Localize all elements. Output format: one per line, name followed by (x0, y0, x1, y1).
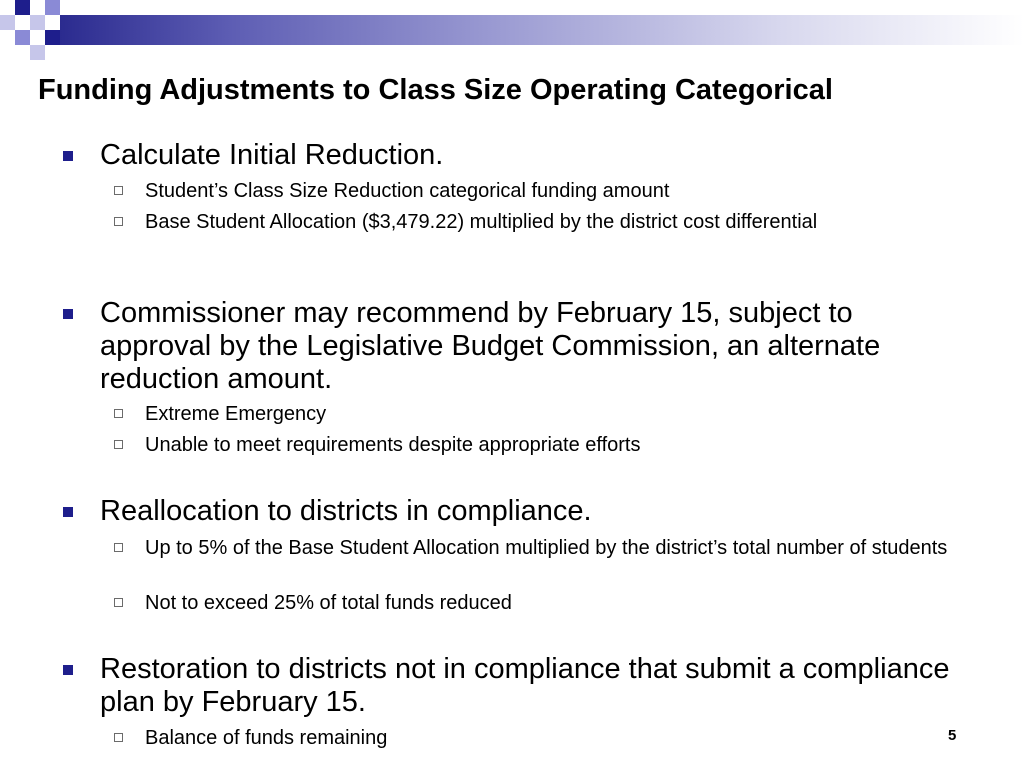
square-bullet-icon (63, 507, 73, 517)
sub-bullet-text: Extreme Emergency (145, 403, 327, 425)
slide-title: Funding Adjustments to Class Size Operating Categorical (38, 74, 833, 106)
sub-bullet-item (145, 433, 955, 457)
sub-bullet-item (145, 402, 955, 426)
bullet-text: Calculate Initial Reduction. (100, 139, 444, 171)
bullet-item (100, 653, 960, 719)
bullet-item (100, 297, 960, 396)
sub-bullet-text: Not to exceed 25% of total funds reduced (145, 592, 512, 614)
sub-bullet-text: Balance of funds remaining (145, 727, 388, 749)
bullet-text: Commissioner may recommend by February 15, subject to approval by the Legislative Budget Commission, an alternate reduction amount. (100, 297, 881, 395)
sub-bullet-item (145, 726, 955, 750)
sub-bullet-text: Student’s Class Size Reduction categorical funding amount (145, 180, 670, 202)
bullet-item (100, 495, 960, 528)
bullet-item (100, 139, 960, 172)
sub-bullet-item (145, 210, 905, 234)
sub-bullet-text: Unable to meet requirements despite appropriate efforts (145, 434, 641, 456)
sub-bullet-text: Up to 5% of the Base Student Allocation multiplied by the district’s total number of students (145, 537, 948, 559)
square-bullet-icon (63, 309, 73, 319)
hollow-square-bullet-icon (114, 186, 123, 195)
sub-bullet-item (145, 179, 955, 203)
hollow-square-bullet-icon (114, 409, 123, 418)
hollow-square-bullet-icon (114, 598, 123, 607)
sub-bullet-text: Base Student Allocation ($3,479.22) multiplied by the district cost differential (145, 211, 818, 233)
sub-bullet-item (145, 591, 955, 615)
hollow-square-bullet-icon (114, 543, 123, 552)
bullet-text: Restoration to districts not in compliance that submit a compliance plan by February 15. (100, 653, 950, 718)
hollow-square-bullet-icon (114, 733, 123, 742)
hollow-square-bullet-icon (114, 217, 123, 226)
square-bullet-icon (63, 665, 73, 675)
sub-bullet-item (145, 536, 955, 560)
bullet-text: Reallocation to districts in compliance. (100, 495, 592, 527)
page-number: 5 (948, 727, 957, 744)
hollow-square-bullet-icon (114, 440, 123, 449)
square-bullet-icon (63, 151, 73, 161)
